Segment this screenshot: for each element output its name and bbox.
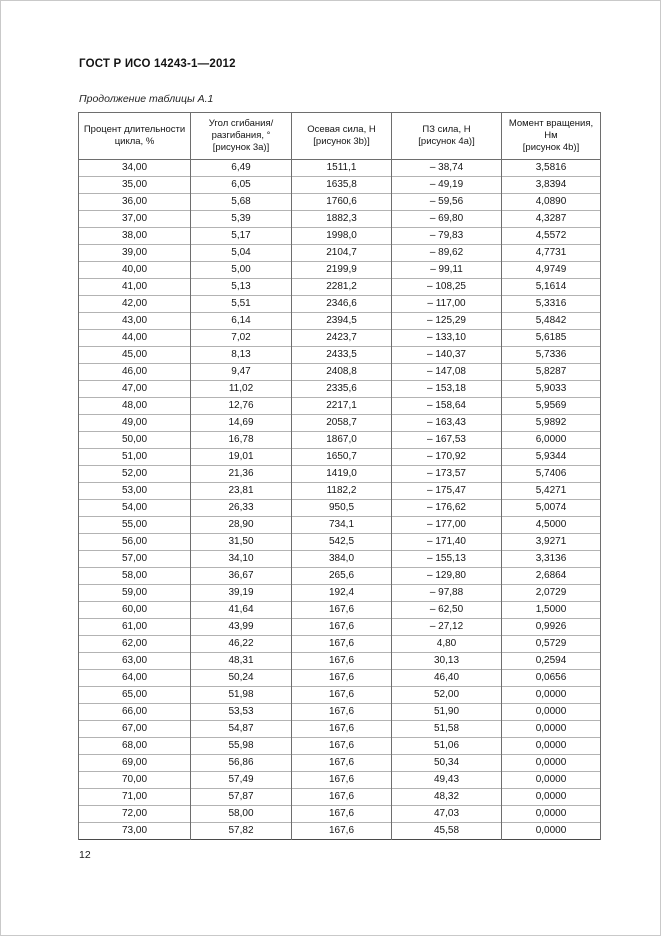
table-cell: 5,0074 bbox=[502, 500, 601, 517]
column-header-label: Процент длительности цикла, % bbox=[83, 124, 186, 147]
table-cell: 0,0000 bbox=[502, 806, 601, 823]
table-cell: 55,98 bbox=[191, 738, 292, 755]
table-cell: 39,19 bbox=[191, 585, 292, 602]
table-cell: 61,00 bbox=[79, 619, 191, 636]
table-cell: 167,6 bbox=[292, 721, 392, 738]
table-cell: 1650,7 bbox=[292, 449, 392, 466]
table-cell: 47,03 bbox=[392, 806, 502, 823]
table-row bbox=[79, 585, 601, 602]
table-cell: 68,00 bbox=[79, 738, 191, 755]
table-cell: 65,00 bbox=[79, 687, 191, 704]
table-cell: 167,6 bbox=[292, 687, 392, 704]
table-cell: 2104,7 bbox=[292, 245, 392, 262]
table-row bbox=[79, 619, 601, 636]
table-cell: 0,0000 bbox=[502, 687, 601, 704]
table-cell: – 99,11 bbox=[392, 262, 502, 279]
table-cell: 12,76 bbox=[191, 398, 292, 415]
table-cell: 5,39 bbox=[191, 211, 292, 228]
table-cell: 55,00 bbox=[79, 517, 191, 534]
table-cell: – 167,53 bbox=[392, 432, 502, 449]
table-cell: 167,6 bbox=[292, 823, 392, 840]
table-cell: 30,13 bbox=[392, 653, 502, 670]
table-row bbox=[79, 687, 601, 704]
table-row bbox=[79, 228, 601, 245]
table-row bbox=[79, 381, 601, 398]
table-row bbox=[79, 755, 601, 772]
table-cell: 2408,8 bbox=[292, 364, 392, 381]
table-cell: 950,5 bbox=[292, 500, 392, 517]
table-cell: 44,00 bbox=[79, 330, 191, 347]
table-cell: 34,00 bbox=[79, 160, 191, 177]
table-cell: 0,0000 bbox=[502, 704, 601, 721]
table-cell: 5,9344 bbox=[502, 449, 601, 466]
table-cell: 2281,2 bbox=[292, 279, 392, 296]
table-cell: 51,90 bbox=[392, 704, 502, 721]
table-row bbox=[79, 602, 601, 619]
table-cell: 48,32 bbox=[392, 789, 502, 806]
table-cell: 28,90 bbox=[191, 517, 292, 534]
table-cell: 5,51 bbox=[191, 296, 292, 313]
table-cell: 5,9033 bbox=[502, 381, 601, 398]
table-cell: 1867,0 bbox=[292, 432, 392, 449]
table-cell: 6,14 bbox=[191, 313, 292, 330]
table-cell: 167,6 bbox=[292, 602, 392, 619]
table-cell: 1998,0 bbox=[292, 228, 392, 245]
table-cell: 1419,0 bbox=[292, 466, 392, 483]
table-cell: 40,00 bbox=[79, 262, 191, 279]
table-cell: 5,6185 bbox=[502, 330, 601, 347]
table-row bbox=[79, 534, 601, 551]
table-cell: 21,36 bbox=[191, 466, 292, 483]
table-cell: 43,99 bbox=[191, 619, 292, 636]
table-cell: 0,0656 bbox=[502, 670, 601, 687]
table-cell: 1635,8 bbox=[292, 177, 392, 194]
table-row bbox=[79, 772, 601, 789]
table-cell: 49,00 bbox=[79, 415, 191, 432]
table-cell: 38,00 bbox=[79, 228, 191, 245]
table-row bbox=[79, 653, 601, 670]
table-row bbox=[79, 670, 601, 687]
column-header-note: [рисунок 4b)] bbox=[522, 141, 580, 153]
table-cell: 66,00 bbox=[79, 704, 191, 721]
table-cell: – 117,00 bbox=[392, 296, 502, 313]
table-cell: 41,00 bbox=[79, 279, 191, 296]
table-cell: – 59,56 bbox=[392, 194, 502, 211]
table-cell: 5,7336 bbox=[502, 347, 601, 364]
table-row bbox=[79, 364, 601, 381]
table-cell: 34,10 bbox=[191, 551, 292, 568]
table-cell: 43,00 bbox=[79, 313, 191, 330]
table-cell: – 177,00 bbox=[392, 517, 502, 534]
table-cell: 5,9892 bbox=[502, 415, 601, 432]
table-cell: 167,6 bbox=[292, 755, 392, 772]
table-cell: 72,00 bbox=[79, 806, 191, 823]
table-caption: Продолжение таблицы А.1 bbox=[79, 93, 214, 105]
table-cell: 5,4271 bbox=[502, 483, 601, 500]
table-cell: 4,5000 bbox=[502, 517, 601, 534]
table-cell: 5,1614 bbox=[502, 279, 601, 296]
table-cell: 167,6 bbox=[292, 704, 392, 721]
table-row bbox=[79, 432, 601, 449]
table-cell: 0,0000 bbox=[502, 823, 601, 840]
table-cell: 51,06 bbox=[392, 738, 502, 755]
table-cell: 8,13 bbox=[191, 347, 292, 364]
table-cell: – 89,62 bbox=[392, 245, 502, 262]
table-cell: 51,98 bbox=[191, 687, 292, 704]
table-cell: 56,00 bbox=[79, 534, 191, 551]
table-cell: 2335,6 bbox=[292, 381, 392, 398]
column-header-note: [рисунок 3а)] bbox=[212, 141, 270, 153]
table-cell: 167,6 bbox=[292, 619, 392, 636]
table-row bbox=[79, 806, 601, 823]
table-cell: 1760,6 bbox=[292, 194, 392, 211]
table-cell: – 163,43 bbox=[392, 415, 502, 432]
table-cell: 265,6 bbox=[292, 568, 392, 585]
table-cell: – 108,25 bbox=[392, 279, 502, 296]
table-cell: 51,00 bbox=[79, 449, 191, 466]
table-row bbox=[79, 823, 601, 840]
table-cell: 59,00 bbox=[79, 585, 191, 602]
column-header-label: Момент вращения, Нм bbox=[508, 118, 594, 142]
table-row bbox=[79, 568, 601, 585]
table-cell: 45,00 bbox=[79, 347, 191, 364]
table-cell: – 176,62 bbox=[392, 500, 502, 517]
table-cell: 0,2594 bbox=[502, 653, 601, 670]
table-cell: 2058,7 bbox=[292, 415, 392, 432]
table-cell: 5,9569 bbox=[502, 398, 601, 415]
table-cell: – 170,92 bbox=[392, 449, 502, 466]
table-cell: 2217,1 bbox=[292, 398, 392, 415]
column-header-label: Угол сгибания/разгибания, ° bbox=[208, 118, 274, 142]
table-cell: 46,22 bbox=[191, 636, 292, 653]
table-row bbox=[79, 211, 601, 228]
table-cell: 4,9749 bbox=[502, 262, 601, 279]
table-row bbox=[79, 636, 601, 653]
table-cell: 69,00 bbox=[79, 755, 191, 772]
table-cell: 5,8287 bbox=[502, 364, 601, 381]
table-cell: 2346,6 bbox=[292, 296, 392, 313]
table-cell: 37,00 bbox=[79, 211, 191, 228]
table-row bbox=[79, 517, 601, 534]
table-cell: 2199,9 bbox=[292, 262, 392, 279]
table-cell: 1511,1 bbox=[292, 160, 392, 177]
table-row bbox=[79, 500, 601, 517]
table-cell: 167,6 bbox=[292, 772, 392, 789]
table-cell: 3,9271 bbox=[502, 534, 601, 551]
table-cell: 9,47 bbox=[191, 364, 292, 381]
table-cell: 41,64 bbox=[191, 602, 292, 619]
table-cell: 58,00 bbox=[79, 568, 191, 585]
table-cell: 46,40 bbox=[392, 670, 502, 687]
table-cell: 23,81 bbox=[191, 483, 292, 500]
table-row bbox=[79, 262, 601, 279]
table-cell: – 79,83 bbox=[392, 228, 502, 245]
table-cell: 167,6 bbox=[292, 636, 392, 653]
table-cell: 36,00 bbox=[79, 194, 191, 211]
table-cell: 54,00 bbox=[79, 500, 191, 517]
table-cell: 50,24 bbox=[191, 670, 292, 687]
table-cell: 63,00 bbox=[79, 653, 191, 670]
table-cell: 42,00 bbox=[79, 296, 191, 313]
table-row bbox=[79, 177, 601, 194]
table-cell: 167,6 bbox=[292, 738, 392, 755]
table-cell: 192,4 bbox=[292, 585, 392, 602]
table-cell: 6,49 bbox=[191, 160, 292, 177]
table-cell: 3,8394 bbox=[502, 177, 601, 194]
table-cell: 4,3287 bbox=[502, 211, 601, 228]
table-cell: 542,5 bbox=[292, 534, 392, 551]
table-body bbox=[79, 160, 601, 840]
table-cell: 16,78 bbox=[191, 432, 292, 449]
table-cell: 57,82 bbox=[191, 823, 292, 840]
table-cell: 11,02 bbox=[191, 381, 292, 398]
table-cell: – 175,47 bbox=[392, 483, 502, 500]
column-header-label: Осевая сила, Н bbox=[307, 124, 376, 136]
table-cell: 52,00 bbox=[79, 466, 191, 483]
table-cell: 0,0000 bbox=[502, 772, 601, 789]
table-cell: 0,0000 bbox=[502, 789, 601, 806]
table-cell: 49,43 bbox=[392, 772, 502, 789]
table-cell: – 125,29 bbox=[392, 313, 502, 330]
table-cell: 70,00 bbox=[79, 772, 191, 789]
table-cell: 26,33 bbox=[191, 500, 292, 517]
table-cell: 4,7731 bbox=[502, 245, 601, 262]
table-cell: 0,5729 bbox=[502, 636, 601, 653]
table-cell: 64,00 bbox=[79, 670, 191, 687]
table-row bbox=[79, 160, 601, 177]
table-cell: 167,6 bbox=[292, 653, 392, 670]
table-cell: 60,00 bbox=[79, 602, 191, 619]
table-cell: 46,00 bbox=[79, 364, 191, 381]
table-cell: 5,68 bbox=[191, 194, 292, 211]
table-row bbox=[79, 466, 601, 483]
table-cell: – 129,80 bbox=[392, 568, 502, 585]
table-cell: 50,34 bbox=[392, 755, 502, 772]
page-number: 12 bbox=[79, 849, 91, 861]
table-cell: 6,05 bbox=[191, 177, 292, 194]
table-row bbox=[79, 738, 601, 755]
table-cell: 2433,5 bbox=[292, 347, 392, 364]
table-cell: 0,0000 bbox=[502, 721, 601, 738]
table-cell: 5,7406 bbox=[502, 466, 601, 483]
table-cell: 73,00 bbox=[79, 823, 191, 840]
table-cell: 2394,5 bbox=[292, 313, 392, 330]
table-cell: 57,87 bbox=[191, 789, 292, 806]
table-cell: 384,0 bbox=[292, 551, 392, 568]
table-row bbox=[79, 551, 601, 568]
table-cell: 56,86 bbox=[191, 755, 292, 772]
table-cell: 1,5000 bbox=[502, 602, 601, 619]
table-cell: – 140,37 bbox=[392, 347, 502, 364]
table-row bbox=[79, 330, 601, 347]
table-cell: 57,49 bbox=[191, 772, 292, 789]
table-cell: 7,02 bbox=[191, 330, 292, 347]
table-cell: 54,87 bbox=[191, 721, 292, 738]
data-table bbox=[78, 112, 601, 840]
table-cell: 50,00 bbox=[79, 432, 191, 449]
table-row bbox=[79, 245, 601, 262]
table-cell: – 171,40 bbox=[392, 534, 502, 551]
table-row bbox=[79, 279, 601, 296]
table-cell: 52,00 bbox=[392, 687, 502, 704]
table-cell: 58,00 bbox=[191, 806, 292, 823]
table-cell: 167,6 bbox=[292, 789, 392, 806]
table-row bbox=[79, 704, 601, 721]
table-cell: 3,3136 bbox=[502, 551, 601, 568]
table-cell: – 173,57 bbox=[392, 466, 502, 483]
table-row bbox=[79, 721, 601, 738]
table-cell: 5,17 bbox=[191, 228, 292, 245]
table-cell: 4,5572 bbox=[502, 228, 601, 245]
table-cell: 6,0000 bbox=[502, 432, 601, 449]
table-cell: 71,00 bbox=[79, 789, 191, 806]
column-header-note: [рисунок 4а)] bbox=[418, 136, 475, 147]
column-header-axial-force bbox=[292, 113, 392, 160]
table-row bbox=[79, 398, 601, 415]
table-cell: 2,6864 bbox=[502, 568, 601, 585]
table-row bbox=[79, 789, 601, 806]
table-cell: 31,50 bbox=[191, 534, 292, 551]
table-cell: – 27,12 bbox=[392, 619, 502, 636]
table-cell: – 69,80 bbox=[392, 211, 502, 228]
column-header-flexion-angle bbox=[191, 113, 292, 160]
table-header-row bbox=[79, 113, 601, 160]
table-cell: 62,00 bbox=[79, 636, 191, 653]
table-cell: – 153,18 bbox=[392, 381, 502, 398]
table-cell: 45,58 bbox=[392, 823, 502, 840]
table-cell: 2423,7 bbox=[292, 330, 392, 347]
table-cell: 4,0890 bbox=[502, 194, 601, 211]
table-cell: – 49,19 bbox=[392, 177, 502, 194]
table-cell: 2,0729 bbox=[502, 585, 601, 602]
table-cell: 19,01 bbox=[191, 449, 292, 466]
table-cell: 1882,3 bbox=[292, 211, 392, 228]
table-cell: 36,67 bbox=[191, 568, 292, 585]
table-cell: – 62,50 bbox=[392, 602, 502, 619]
table-cell: 5,04 bbox=[191, 245, 292, 262]
table-cell: 167,6 bbox=[292, 670, 392, 687]
table-row bbox=[79, 347, 601, 364]
table-cell: – 158,64 bbox=[392, 398, 502, 415]
table-cell: 5,3316 bbox=[502, 296, 601, 313]
table-cell: 35,00 bbox=[79, 177, 191, 194]
table-cell: 39,00 bbox=[79, 245, 191, 262]
table-cell: 57,00 bbox=[79, 551, 191, 568]
table-cell: – 155,13 bbox=[392, 551, 502, 568]
table-row bbox=[79, 194, 601, 211]
table-cell: 51,58 bbox=[392, 721, 502, 738]
table-cell: 5,13 bbox=[191, 279, 292, 296]
table-row bbox=[79, 296, 601, 313]
table-row bbox=[79, 415, 601, 432]
column-header-cycle-percent bbox=[79, 113, 191, 160]
table-row bbox=[79, 313, 601, 330]
table-cell: 0,0000 bbox=[502, 755, 601, 772]
column-header-torque bbox=[502, 113, 601, 160]
table-cell: 14,69 bbox=[191, 415, 292, 432]
table-row bbox=[79, 483, 601, 500]
column-header-note: [рисунок 3b)] bbox=[313, 136, 370, 147]
table-cell: 48,00 bbox=[79, 398, 191, 415]
table-cell: 47,00 bbox=[79, 381, 191, 398]
table-cell: – 97,88 bbox=[392, 585, 502, 602]
table-cell: 5,00 bbox=[191, 262, 292, 279]
table-cell: 734,1 bbox=[292, 517, 392, 534]
table-cell: – 38,74 bbox=[392, 160, 502, 177]
table-cell: 4,80 bbox=[392, 636, 502, 653]
table-cell: 1182,2 bbox=[292, 483, 392, 500]
table-cell: – 147,08 bbox=[392, 364, 502, 381]
table-cell: 67,00 bbox=[79, 721, 191, 738]
column-header-label: ПЗ сила, Н bbox=[422, 124, 471, 136]
table-cell: 0,0000 bbox=[502, 738, 601, 755]
table-cell: – 133,10 bbox=[392, 330, 502, 347]
table-cell: 53,00 bbox=[79, 483, 191, 500]
table-cell: 3,5816 bbox=[502, 160, 601, 177]
table-cell: 167,6 bbox=[292, 806, 392, 823]
column-header-ap-force bbox=[392, 113, 502, 160]
document-title: ГОСТ Р ИСО 14243-1—2012 bbox=[79, 58, 236, 70]
table-cell: 5,4842 bbox=[502, 313, 601, 330]
table-cell: 53,53 bbox=[191, 704, 292, 721]
table-row bbox=[79, 449, 601, 466]
table-cell: 0,9926 bbox=[502, 619, 601, 636]
table-cell: 48,31 bbox=[191, 653, 292, 670]
